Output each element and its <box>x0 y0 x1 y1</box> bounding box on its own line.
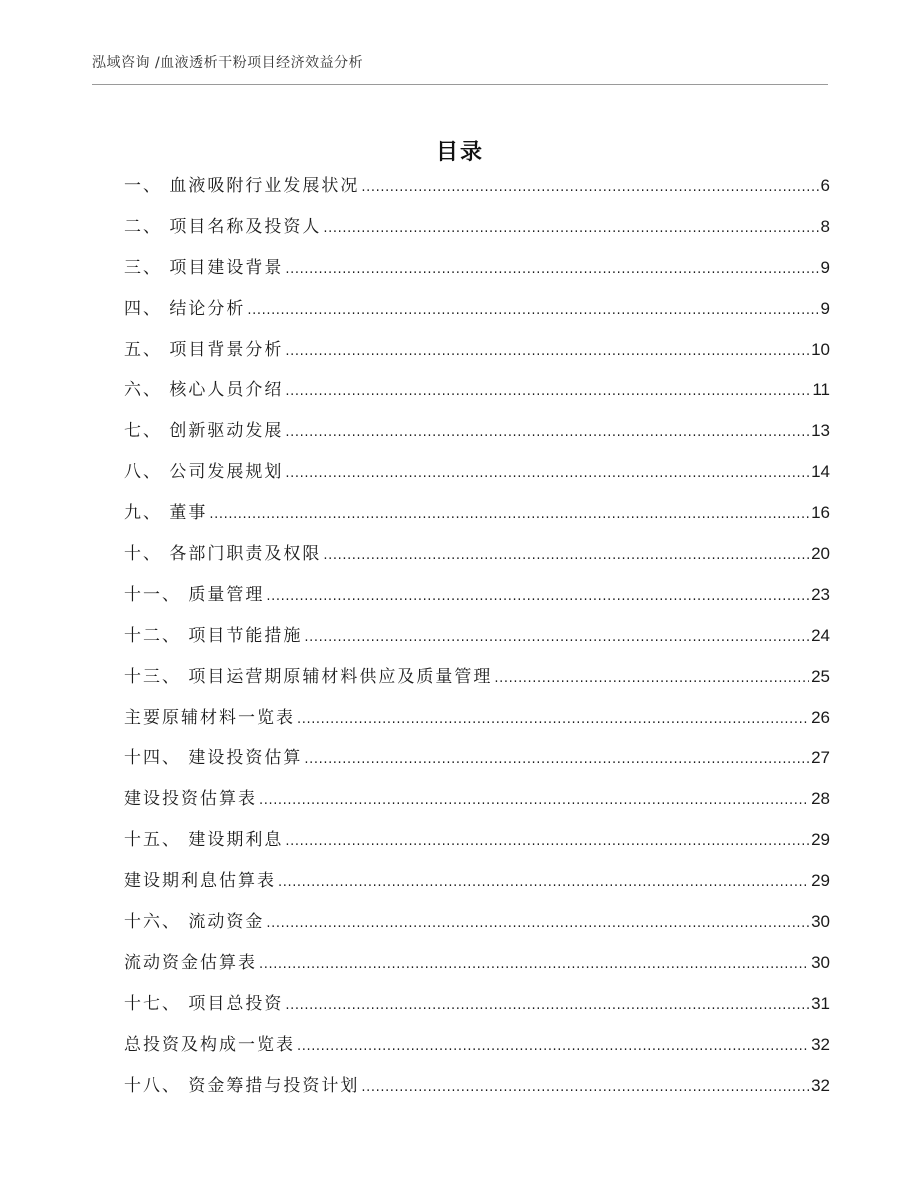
toc-entry-leader <box>285 984 809 1027</box>
toc-entry-leader <box>266 902 809 945</box>
toc-entry-label: 四、 结论分析 <box>124 298 246 319</box>
table-of-contents <box>124 166 830 1106</box>
toc-entry-leader <box>297 698 809 741</box>
toc-entry[interactable] <box>124 779 830 820</box>
toc-entry-label: 一、 血液吸附行业发展状况 <box>124 176 360 196</box>
toc-entry-leader <box>285 820 809 863</box>
toc-entry-label: 十四、 建设投资估算 <box>124 748 303 769</box>
toc-entry[interactable] <box>124 1066 830 1107</box>
toc-entry[interactable] <box>124 575 830 616</box>
toc-entry-page: 25 <box>811 666 830 686</box>
toc-entry-leader <box>323 534 809 577</box>
toc-entry[interactable] <box>124 657 830 698</box>
toc-entry-leader <box>304 616 809 659</box>
toc-entry-label: 十三、 项目运营期原辅材料供应及质量管理 <box>124 666 493 687</box>
toc-entry-label: 十一、 质量管理 <box>124 584 265 605</box>
toc-entry-leader <box>278 861 809 904</box>
toc-entry-page: 6 <box>820 176 830 195</box>
toc-entry-leader <box>323 207 818 250</box>
toc-entry-page: 32 <box>811 1075 830 1095</box>
toc-entry-page: 9 <box>820 257 830 277</box>
toc-entry-page: 30 <box>811 912 830 932</box>
toc-entry-leader <box>209 493 809 536</box>
toc-entry-page: 20 <box>811 544 830 564</box>
toc-entry-label: 十二、 项目节能措施 <box>124 625 303 646</box>
toc-entry-label: 总投资及构成一览表 <box>124 1034 295 1055</box>
toc-entry[interactable] <box>124 493 830 534</box>
toc-entry[interactable] <box>124 207 830 248</box>
toc-entry-page: 29 <box>811 830 830 850</box>
toc-entry-label: 二、 项目名称及投资人 <box>124 216 322 237</box>
toc-entry-page: 24 <box>811 625 830 645</box>
toc-entry-leader <box>297 1025 809 1068</box>
page-header: 泓域咨询 /血液透析干粉项目经济效益分析 <box>92 55 364 71</box>
toc-entry-page: 8 <box>820 216 830 236</box>
toc-entry[interactable] <box>124 738 830 779</box>
toc-entry[interactable] <box>124 452 830 493</box>
toc-entry[interactable] <box>124 370 830 411</box>
toc-entry-label: 三、 项目建设背景 <box>124 257 284 278</box>
toc-entry[interactable] <box>124 616 830 657</box>
toc-entry-leader <box>259 943 809 986</box>
toc-entry-leader <box>361 166 818 209</box>
toc-entry-label: 十、 各部门职责及权限 <box>124 544 322 565</box>
toc-entry[interactable] <box>124 820 830 861</box>
toc-entry-leader <box>266 575 809 618</box>
toc-entry-leader <box>304 738 809 781</box>
toc-entry[interactable] <box>124 166 830 207</box>
toc-entry-page: 13 <box>811 421 830 441</box>
toc-entry-leader <box>361 1066 809 1109</box>
toc-entry[interactable] <box>124 902 830 943</box>
toc-entry-label: 七、 创新驱动发展 <box>124 421 284 442</box>
toc-entry[interactable] <box>124 248 830 289</box>
toc-entry-label: 十六、 流动资金 <box>124 912 265 933</box>
toc-entry-label: 流动资金估算表 <box>124 952 257 973</box>
toc-entry-leader <box>494 657 809 700</box>
toc-entry-label: 十五、 建设期利息 <box>124 830 284 851</box>
toc-entry-leader <box>285 452 809 495</box>
toc-entry-page: 11 <box>812 380 830 400</box>
toc-entry-page: 9 <box>820 298 830 318</box>
toc-entry-label: 九、 董事 <box>124 503 208 524</box>
toc-entry-page: 29 <box>811 871 830 891</box>
toc-entry[interactable] <box>124 411 830 452</box>
toc-title: 目录 <box>435 139 484 165</box>
header-divider <box>92 84 828 85</box>
toc-entry[interactable] <box>124 861 830 902</box>
toc-entry-label: 十七、 项目总投资 <box>124 993 284 1014</box>
toc-entry-leader <box>285 411 809 454</box>
toc-entry[interactable] <box>124 984 830 1025</box>
toc-entry-page: 10 <box>811 339 830 359</box>
toc-entry-page: 28 <box>811 789 830 809</box>
toc-entry[interactable] <box>124 943 830 984</box>
toc-entry-leader <box>259 779 809 822</box>
toc-entry-page: 16 <box>811 503 830 523</box>
toc-entry-page: 31 <box>811 993 830 1013</box>
toc-entry-label: 建设投资估算表 <box>124 789 257 810</box>
toc-entry-label: 五、 项目背景分析 <box>124 339 284 360</box>
toc-entry-leader <box>247 289 818 332</box>
toc-entry-label: 六、 核心人员介绍 <box>124 380 284 401</box>
toc-entry-page: 26 <box>811 707 830 727</box>
toc-entry[interactable] <box>124 534 830 575</box>
toc-entry-page: 27 <box>811 748 830 768</box>
toc-entry[interactable] <box>124 330 830 371</box>
toc-entry-page: 14 <box>811 462 830 482</box>
toc-entry-leader <box>285 330 809 373</box>
toc-entry-page: 23 <box>811 584 830 604</box>
toc-entry[interactable] <box>124 698 830 739</box>
toc-entry-label: 十八、 资金筹措与投资计划 <box>124 1075 360 1096</box>
toc-entry-page: 30 <box>811 952 830 972</box>
toc-entry[interactable] <box>124 289 830 330</box>
toc-entry-label: 主要原辅材料一览表 <box>124 707 295 728</box>
toc-entry[interactable] <box>124 1025 830 1066</box>
toc-entry-page: 32 <box>811 1034 830 1054</box>
toc-entry-leader <box>285 248 818 291</box>
toc-entry-label: 八、 公司发展规划 <box>124 462 284 483</box>
toc-entry-leader <box>285 370 810 413</box>
toc-entry-label: 建设期利息估算表 <box>124 871 276 892</box>
